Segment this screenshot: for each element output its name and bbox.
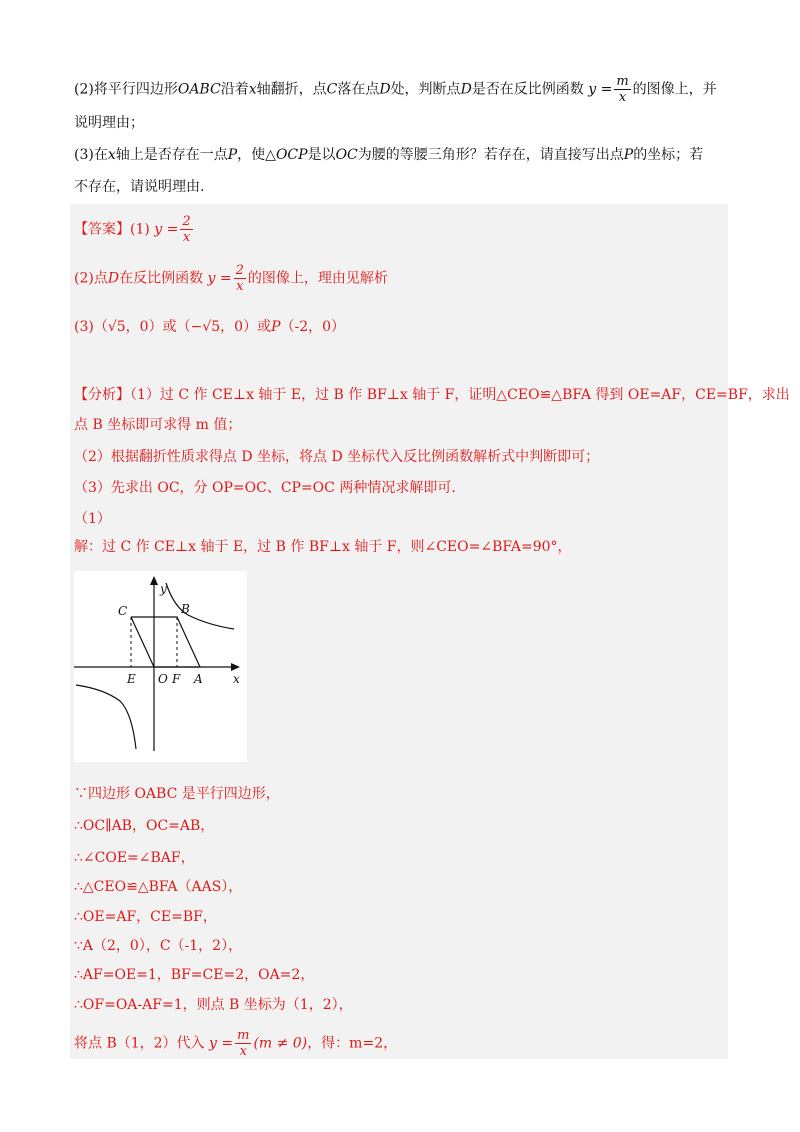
text: ，0）或（ bbox=[125, 319, 191, 335]
text: D bbox=[460, 81, 472, 98]
text: 轴上是否存在一点 bbox=[115, 147, 228, 163]
question-3-line1 bbox=[74, 145, 703, 165]
text: 轴翻折，点 bbox=[256, 81, 327, 98]
x-axis-arrow bbox=[231, 663, 240, 671]
text: ，得：m=2， bbox=[307, 1035, 398, 1052]
analysis-line4: （3）先求出 OC，分 OP=OC、CP=OC 两种情况求解即可. bbox=[74, 480, 456, 496]
label-y: y bbox=[160, 582, 167, 596]
label-A: A bbox=[194, 672, 203, 686]
question-2-line2: 说明理由； bbox=[74, 115, 144, 131]
text: （1）过 C 作 CE⊥x 轴于 E，过 B 作 BF⊥x 轴于 F，证明△CEO≌△BFA 得到 OE=AF，CE=BF，求出 bbox=[130, 387, 790, 403]
analysis-label: 【分析】 bbox=[74, 387, 130, 403]
solution-line5: ∴OE=AF，CE=BF， bbox=[74, 909, 217, 925]
formula-y: y = bbox=[207, 270, 232, 287]
text: OC bbox=[335, 147, 358, 163]
label-F: F bbox=[172, 672, 181, 686]
solution-line1: ∵四边形 OABC 是平行四边形， bbox=[74, 786, 280, 802]
figure-svg bbox=[74, 571, 247, 762]
text: P bbox=[227, 147, 238, 163]
answer-line2 bbox=[74, 263, 388, 294]
text: D bbox=[107, 270, 120, 287]
text: 的坐标；若 bbox=[633, 147, 704, 163]
analysis-line6: 解：过 C 作 CE⊥x 轴于 E，过 B 作 BF⊥x 轴于 F，则∠CEO=∠BFA=90°， bbox=[74, 539, 572, 555]
analysis-line1 bbox=[74, 385, 790, 405]
text: (2)将平行四边形 bbox=[74, 81, 178, 98]
text: (1) bbox=[130, 221, 150, 238]
coordinate-figure bbox=[74, 571, 247, 762]
text: 将点 B（1，2）代入 bbox=[74, 1035, 205, 1052]
solution-line4: ∴△CEO≌△BFA（AAS）， bbox=[74, 879, 243, 895]
hyperbola-first-quadrant bbox=[166, 583, 234, 629]
label-x: x bbox=[233, 672, 240, 686]
analysis-line2: 点 B 坐标即可求得 m 值； bbox=[74, 417, 242, 433]
text: ，0）或 bbox=[220, 319, 272, 335]
numerator: 2 bbox=[182, 214, 191, 229]
parallelogram-OABC bbox=[131, 617, 200, 667]
y-axis-arrow bbox=[150, 576, 158, 585]
text: D bbox=[379, 81, 391, 98]
text: (3)（ bbox=[74, 319, 108, 335]
fraction-2-over-x bbox=[234, 263, 246, 294]
question-2-line1 bbox=[74, 74, 717, 105]
text: C bbox=[326, 81, 338, 98]
analysis-line3: （2）根据翻折性质求得点 D 坐标，将点 D 坐标代入反比例函数解析式中判断即可； bbox=[74, 449, 600, 465]
text: P bbox=[623, 147, 634, 163]
hyperbola-third-quadrant bbox=[76, 685, 136, 749]
fraction-2-over-x bbox=[180, 214, 192, 245]
fraction-m-over-x bbox=[235, 1028, 251, 1059]
formula-y: y = bbox=[209, 1035, 234, 1052]
question-3-line2: 不存在，请说明理由. bbox=[74, 179, 205, 195]
text: x bbox=[248, 81, 257, 98]
numerator: 2 bbox=[235, 263, 244, 278]
text: (2)点 bbox=[74, 270, 108, 287]
neg-sqrt5: −√5 bbox=[190, 319, 221, 335]
denominator: x bbox=[236, 279, 244, 294]
label-C: C bbox=[118, 604, 128, 618]
text: 为腰的等腰三角形？若存在，请直接写出点 bbox=[357, 147, 624, 163]
text: 处，判断点 bbox=[390, 81, 461, 98]
triangle-OCP: △OCP bbox=[265, 147, 308, 163]
text: 是否在反比例函数 bbox=[471, 81, 584, 98]
text: 落在点 bbox=[337, 81, 380, 98]
analysis-line5: （1） bbox=[74, 511, 111, 527]
denominator: x bbox=[182, 230, 191, 245]
answer-label: 【答案】 bbox=[74, 221, 130, 238]
label-O: O bbox=[158, 672, 168, 686]
text: P bbox=[271, 319, 281, 335]
text: OABC bbox=[177, 81, 221, 98]
solution-line9 bbox=[74, 1028, 397, 1059]
numerator: m bbox=[616, 74, 629, 89]
solution-line6: ∵A（2，0），C（-1，2）， bbox=[74, 938, 243, 954]
text: 的图像上，并 bbox=[632, 81, 717, 98]
fraction-m-over-x bbox=[614, 74, 630, 105]
solution-line3: ∴∠COE=∠BAF， bbox=[74, 850, 195, 866]
answer-line1 bbox=[74, 214, 195, 245]
label-B: B bbox=[181, 602, 190, 616]
text: 沿着 bbox=[220, 81, 249, 98]
sqrt5: √5 bbox=[107, 319, 126, 335]
solution-line7: ∴AF=OE=1，BF=CE=2，OA=2， bbox=[74, 967, 315, 983]
text: 在反比例函数 bbox=[119, 270, 204, 287]
text: x bbox=[107, 147, 116, 163]
text: （-2，0） bbox=[280, 319, 346, 335]
formula-y: y = bbox=[588, 81, 613, 98]
denominator: x bbox=[618, 90, 627, 105]
text: 的图像上，理由见解析 bbox=[247, 270, 388, 287]
condition: (m ≠ 0) bbox=[253, 1035, 308, 1052]
formula-y: y = bbox=[154, 221, 179, 238]
solution-line2: ∴OC∥AB，OC=AB， bbox=[74, 818, 215, 834]
text: 是以 bbox=[307, 147, 336, 163]
denominator: x bbox=[239, 1044, 247, 1059]
solution-line8: ∴OF=OA-AF=1，则点 B 坐标为（1，2）， bbox=[74, 997, 353, 1013]
numerator: m bbox=[237, 1028, 250, 1043]
text: ，使 bbox=[237, 147, 266, 163]
label-E: E bbox=[127, 672, 136, 686]
answer-line3 bbox=[74, 317, 345, 337]
text: (3)在 bbox=[74, 147, 108, 163]
